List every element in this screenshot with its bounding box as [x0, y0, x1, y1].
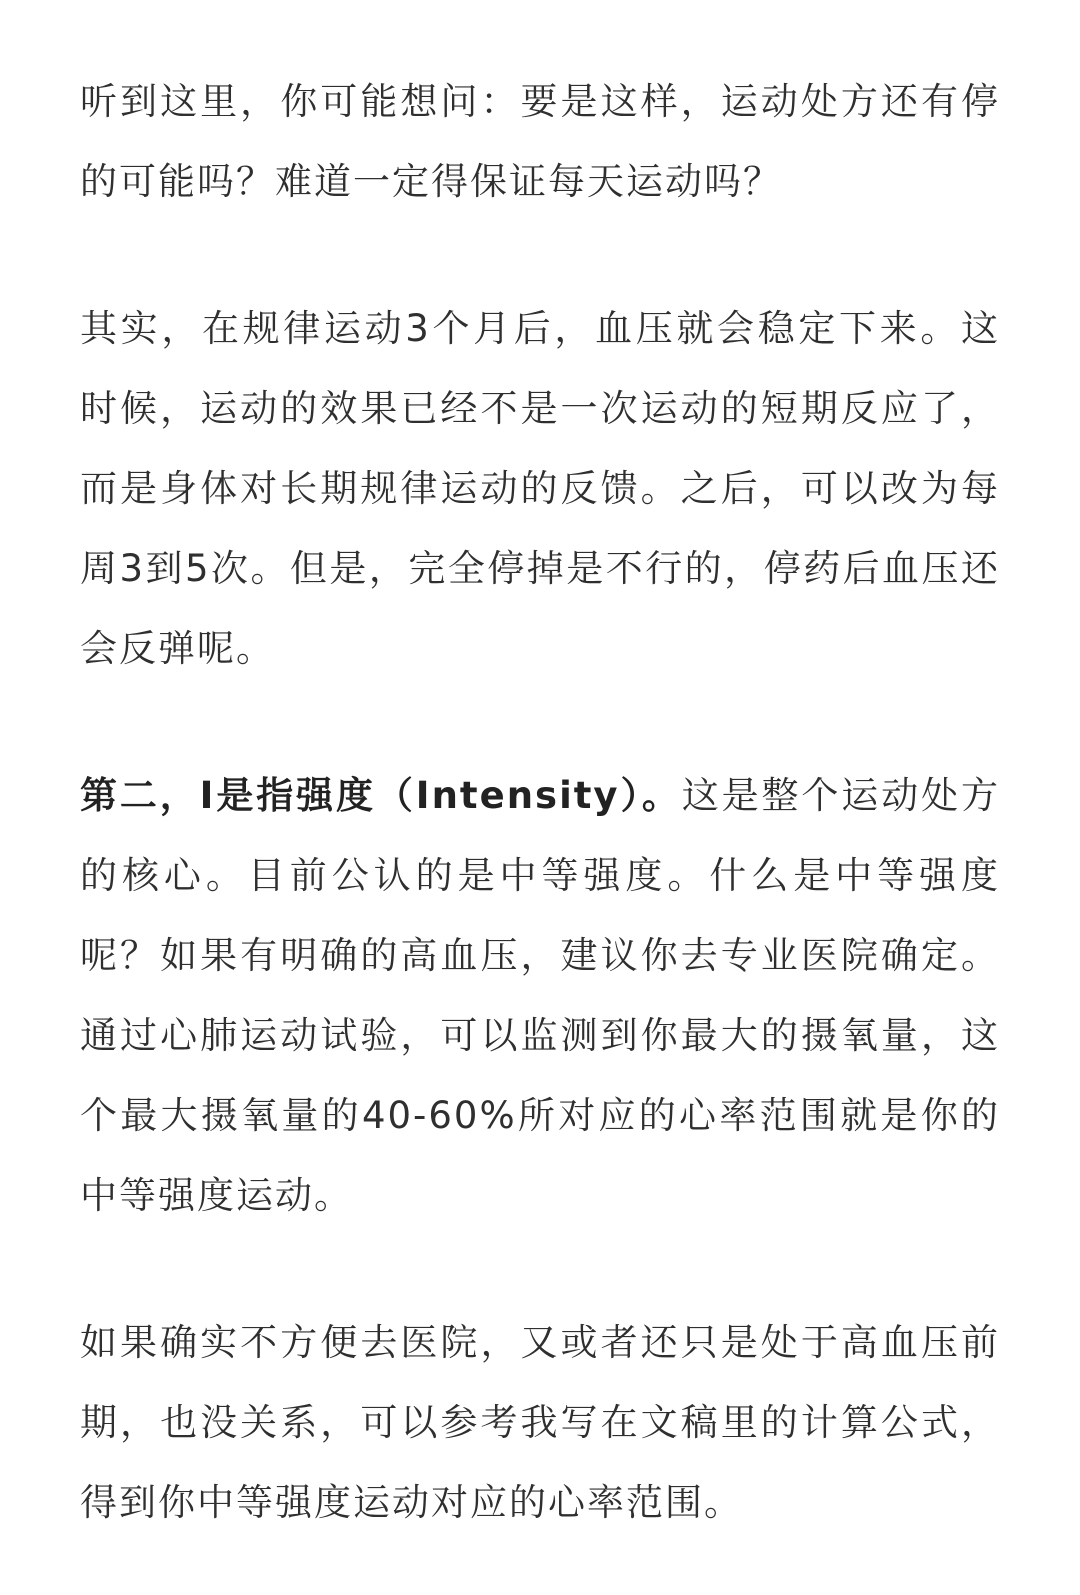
paragraph-1-text: 听到这里，你可能想问：要是这样，运动处方还有停的可能吗？难道一定得保证每天运动吗？ — [80, 80, 1000, 203]
paragraph-3-text: 这是整个运动处方的核心。目前公认的是中等强度。什么是中等强度呢？如果有明确的高血压，建议你去专业医院确定。通过心肺运动试验，可以监测到你最大的摄氧量，这个最大摄氧量的40-60%所对应的心率范围就是你的中等强度运动。 — [80, 774, 1000, 1217]
paragraph-3 — [80, 756, 1000, 1236]
paragraph-1 — [80, 62, 1000, 222]
paragraph-4 — [80, 1303, 1000, 1543]
paragraph-4-text: 如果确实不方便去医院，又或者还只是处于高血压前期，也没关系，可以参考我写在文稿里的计算公式，得到你中等强度运动对应的心率范围。 — [80, 1321, 1000, 1524]
paragraph-2 — [80, 289, 1000, 689]
paragraph-2-text: 其实，在规律运动3个月后，血压就会稳定下来。这时候，运动的效果已经不是一次运动的短期反应了，而是身体对长期规律运动的反馈。之后，可以改为每周3到5次。但是，完全停掉是不行的，停药后血压还会反弹呢。 — [80, 307, 1000, 670]
paragraph-3-lead: 第二，I是指强度（Intensity）。 — [80, 774, 682, 817]
